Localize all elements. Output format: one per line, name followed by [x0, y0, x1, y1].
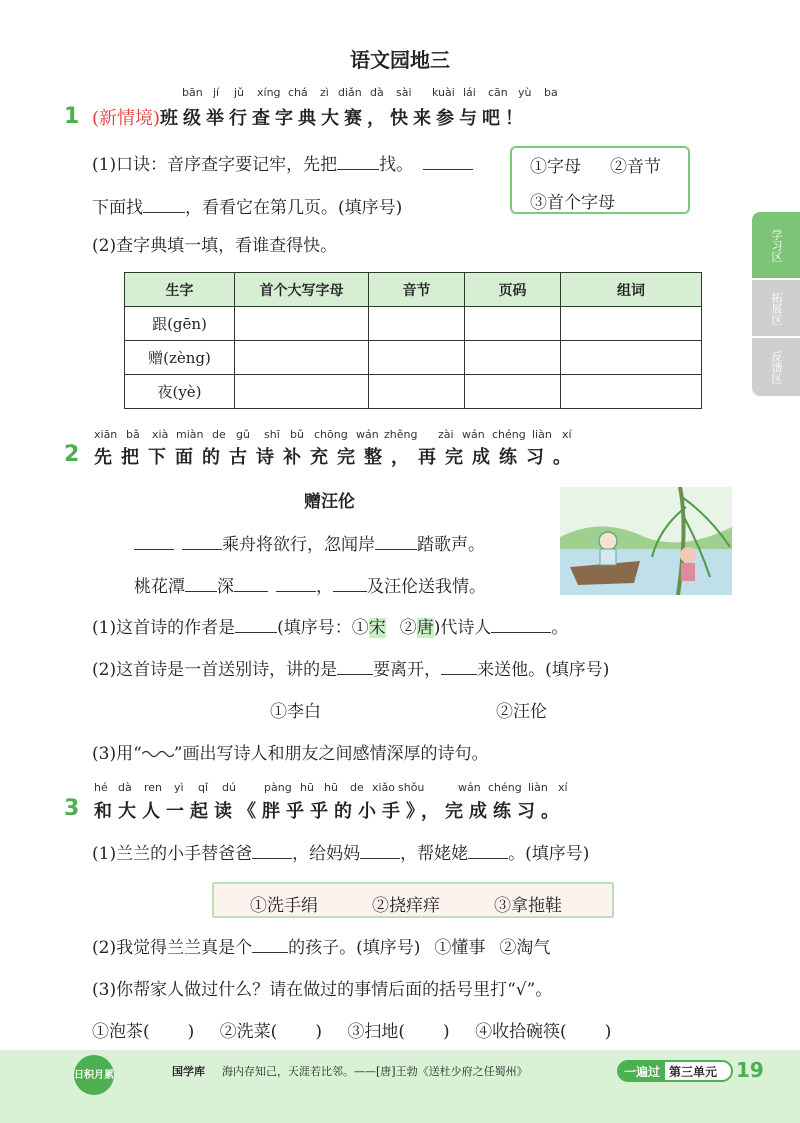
answer-blank[interactable] [143, 195, 185, 213]
wavy-line-icon [142, 749, 174, 759]
table-cell-blank[interactable] [465, 307, 561, 341]
table-cell-char: 跟(gēn) [125, 307, 235, 341]
table-cell-blank[interactable] [561, 341, 702, 375]
daily-accumulation-badge: 日积月累 [74, 1055, 114, 1095]
pinyin: xíng [257, 86, 281, 99]
q1-part1-line2: 下面找 ，看看它在第几页。(填序号) [92, 193, 402, 218]
pinyin: de [350, 781, 364, 794]
pinyin: dà [370, 86, 384, 99]
pinyin: miàn [176, 428, 204, 441]
table-row [125, 341, 702, 375]
pinyin: zì [320, 86, 329, 99]
answer-blank[interactable] [182, 532, 222, 550]
footer-quote: 海内存知己，天涯若比邻。——[唐]王勃《送杜少府之任蜀州》 [222, 1065, 528, 1078]
q3-sub2: (2)我觉得兰兰真是个 的孩子。(填序号) ①懂事 ②淘气 [92, 933, 550, 958]
option: ②挠痒痒 [372, 896, 440, 916]
pinyin: zài [438, 428, 454, 441]
answer-blank[interactable] [337, 657, 373, 675]
q1-options-box [510, 146, 690, 214]
pinyin: ren [144, 781, 163, 794]
question-number-1: 1 [64, 104, 80, 129]
pinyin: gǔ [236, 428, 250, 441]
pinyin: diǎn [338, 86, 362, 99]
option: ③拿拖鞋 [494, 896, 562, 916]
q3-pinyin-row [94, 781, 594, 795]
page-number: 19 [736, 1058, 764, 1082]
q3-options-bar [212, 882, 614, 918]
option-tang: 唐 [416, 618, 434, 638]
unit-pill: 一遍过 第三单元 [617, 1060, 733, 1082]
table-cell-blank[interactable] [561, 375, 702, 409]
pinyin: chéng [488, 781, 522, 794]
answer-blank[interactable] [235, 615, 277, 633]
answer-blank[interactable] [360, 841, 400, 859]
answer-blank[interactable] [234, 574, 268, 592]
pinyin: shǒu [398, 781, 425, 794]
table-cell-blank[interactable] [235, 375, 369, 409]
dictionary-table [124, 272, 702, 409]
column-header: 页码 [465, 273, 561, 307]
q2-pinyin-row [94, 428, 594, 442]
column-header: 首个大写字母 [235, 273, 369, 307]
answer-blank[interactable] [252, 841, 292, 859]
pinyin: hū [324, 781, 338, 794]
table-cell-blank[interactable] [369, 341, 465, 375]
pinyin: jǔ [234, 86, 245, 99]
q3-sub3: (3)你帮家人做过什么？请在做过的事情后面的括号里打“√”。 [92, 980, 553, 1000]
pinyin: kuài [432, 86, 455, 99]
pinyin: wán [462, 428, 485, 441]
new-context-tag: (新情境) [92, 108, 161, 129]
pinyin: liàn [532, 428, 552, 441]
pinyin: zhěng [384, 428, 418, 441]
pinyin: liàn [528, 781, 548, 794]
q2-prompt: 先把下面的古诗补充完整，再完成练习。 [94, 447, 580, 468]
table-cell-blank[interactable] [369, 307, 465, 341]
answer-blank[interactable] [185, 574, 217, 592]
option-song: 宋 [368, 618, 386, 638]
pinyin: xià [152, 428, 169, 441]
q1-part1-line1: (1)口诀：音序查字要记牢，先把 找。 [92, 150, 473, 175]
pinyin: yù [518, 86, 532, 99]
q3-task-list: ①泡茶( ) ②洗菜( ) ③扫地( ) ④收拾碗筷( ) [92, 1022, 612, 1042]
side-tab-study[interactable]: 学习区 [752, 212, 800, 278]
question-number-2: 2 [64, 442, 80, 467]
question-number-3: 3 [64, 796, 80, 821]
q2-sub2: (2)这首诗是一首送别诗，讲的是 要离开， 来送他。(填序号) [92, 655, 609, 680]
pinyin: cān [488, 86, 508, 99]
q3-prompt: 和大人一起读《胖乎乎的小手》，完成练习。 [94, 801, 565, 822]
pinyin: yì [174, 781, 184, 794]
answer-blank[interactable] [375, 532, 417, 550]
poem-line-2: 桃花潭 深 ， 及汪伦送我情。 [134, 572, 486, 597]
table-cell-blank[interactable] [465, 341, 561, 375]
option: ①洗手绢 [250, 896, 318, 916]
column-header: 音节 [369, 273, 465, 307]
answer-blank[interactable] [491, 615, 551, 633]
pinyin: dú [222, 781, 236, 794]
pinyin: qǐ [198, 781, 209, 794]
q2-sub3: (3)用“ ”画出写诗人和朋友之间感情深厚的诗句。 [92, 744, 489, 764]
pinyin: lái [463, 86, 476, 99]
answer-blank[interactable] [134, 532, 174, 550]
poem-line-1: 乘舟将欲行，忽闻岸 踏歌声。 [134, 530, 485, 555]
q2-option-wanglun: ②汪伦 [496, 702, 547, 722]
answer-blank[interactable] [252, 935, 288, 953]
answer-blank[interactable] [337, 152, 379, 170]
q1-part2: (2)查字典填一填，看谁查得快。 [92, 236, 338, 256]
column-header: 组词 [561, 273, 702, 307]
table-cell-blank[interactable] [235, 341, 369, 375]
poem-illustration [560, 487, 732, 595]
page-title: 语文园地三 [350, 48, 450, 72]
pinyin: sài [396, 86, 412, 99]
option: ①字母 [530, 157, 581, 177]
column-header: 生字 [125, 273, 235, 307]
pinyin: de [212, 428, 226, 441]
table-header-row [125, 273, 702, 307]
table-cell-blank[interactable] [465, 375, 561, 409]
table-cell-char: 赠(zèng) [125, 341, 235, 375]
answer-blank[interactable] [423, 152, 473, 170]
pinyin: dà [118, 781, 132, 794]
pinyin: jí [213, 86, 220, 99]
pinyin: hū [300, 781, 314, 794]
answer-blank[interactable] [333, 574, 367, 592]
q1-pinyin-row [182, 86, 582, 100]
pinyin: pàng [264, 781, 292, 794]
pinyin: bǎ [126, 428, 140, 441]
footer-label: 国学库 [172, 1065, 205, 1078]
answer-blank[interactable] [468, 841, 508, 859]
pinyin: chá [288, 86, 308, 99]
table-cell-char: 夜(yè) [125, 375, 235, 409]
pinyin: hé [94, 781, 108, 794]
q2-sub1: (1)这首诗的作者是 (填序号：①宋 ②唐)代诗人 。 [92, 613, 568, 638]
answer-blank[interactable] [441, 657, 477, 675]
pinyin: xiān [94, 428, 118, 441]
side-tab-extend[interactable]: 拓展区 [752, 280, 800, 336]
pinyin: wán [356, 428, 379, 441]
table-cell-blank[interactable] [235, 307, 369, 341]
pinyin: wán [458, 781, 481, 794]
pinyin: ba [544, 86, 558, 99]
table-cell-blank[interactable] [561, 307, 702, 341]
option: ②音节 [610, 157, 661, 177]
boat-scene-illustration [560, 487, 732, 595]
answer-blank[interactable] [276, 574, 316, 592]
side-tab-feedback[interactable]: 反馈区 [752, 338, 800, 396]
pinyin: xiǎo [372, 781, 396, 794]
pinyin: chéng [492, 428, 526, 441]
option-taoqi: ②淘气 [499, 938, 551, 958]
pinyin: shī [264, 428, 280, 441]
pinyin: xí [558, 781, 568, 794]
pinyin: chōng [314, 428, 348, 441]
option: ③首个字母 [530, 193, 615, 213]
q2-option-libai: ①李白 [270, 702, 321, 722]
pinyin: bān [182, 86, 203, 99]
table-cell-blank[interactable] [369, 375, 465, 409]
table-row [125, 375, 702, 409]
pinyin: xí [562, 428, 572, 441]
pinyin: bǔ [290, 428, 304, 441]
poem-title: 赠汪伦 [304, 492, 355, 512]
q3-sub1: (1)兰兰的小手替爸爸 ，给妈妈 ，帮姥姥 。(填序号) [92, 839, 589, 864]
option-dongshi: ①懂事 [434, 938, 486, 958]
q1-prompt: (新情境)班级举行查字典大赛，快来参与吧！ [92, 108, 529, 129]
table-row [125, 307, 702, 341]
